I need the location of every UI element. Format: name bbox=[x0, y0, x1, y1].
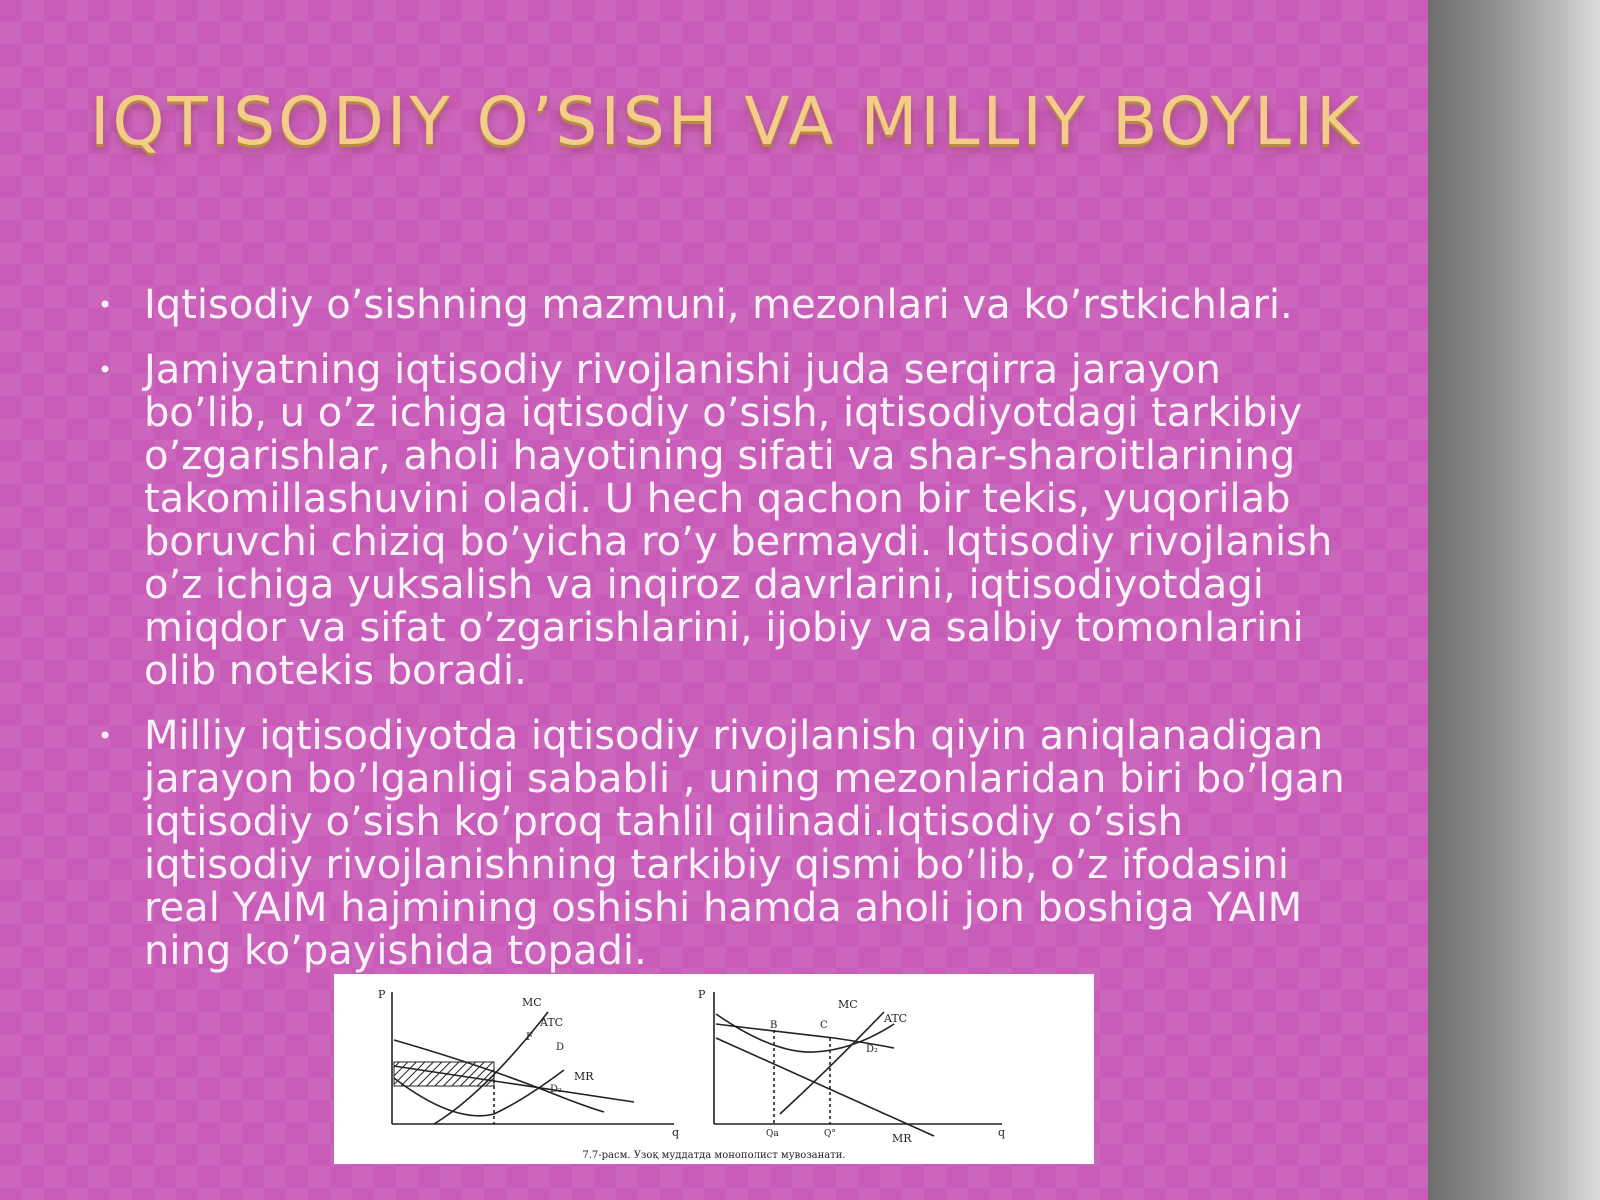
right-mr-curve bbox=[716, 1038, 934, 1136]
bullet-text: Iqtisodiy o’sishning mazmuni, mezonlari va ko’rstkichlari. bbox=[144, 282, 1293, 328]
right-b-label: B bbox=[770, 1020, 778, 1031]
figure-caption: 7.7-расм. Узоқ муддатда монополист мувозанати. bbox=[582, 1150, 846, 1161]
bullet-text: Jamiyatning iqtisodiy rivojlanishi juda serqirra jarayon bo’lib, u o’z ichiga iqtisodiy o’sish, iqtisodiyotdagi tarkibiy o’zgarishlar, aholi hayotining sifati va shar-sharoitlarining takomillashuvini oladi. U hech qachon bir tekis, yuqorilab boruvchi chiziq bo’yicha ro’y bermaydi. Iqtisodiy rivojlanish o’z ichiga yuksalish va inqiroz davrlarini, iqtisodiyotdagi miqdor va sifat o’zgarishlarini, ijobiy va salbiy tomonlarini olib notekis boradi. bbox=[144, 347, 1333, 694]
right-q0-label: Q° bbox=[824, 1129, 836, 1139]
right-d2-label: D₂ bbox=[866, 1044, 879, 1055]
bullet-item bbox=[90, 715, 1350, 973]
right-y-axis-label: P bbox=[698, 988, 706, 1001]
right-graph bbox=[698, 988, 1005, 1145]
right-mr-label: MR bbox=[892, 1132, 912, 1145]
figure-graphs bbox=[334, 974, 1094, 1164]
right-mc-label: MC bbox=[838, 998, 858, 1011]
monopoly-equilibrium-figure bbox=[334, 974, 1094, 1164]
bullet-text: Milliy iqtisodiyotda iqtisodiy rivojlanish qiyin aniqlanadigan jarayon bo’lganligi sababli , uning mezonlaridan biri bo’lgan iqtisodiy o’sish ko’proq tahlil qilinadi.Iqtisodiy o’sish iqtisodiy rivojlanishning tarkibiy qismi bo’lib, o’z ifodasini real YAIM hajmining oshishi hamda aholi jon boshiga YAIM ning ko’payishida topadi. bbox=[144, 713, 1345, 974]
right-mc-curve bbox=[780, 1012, 884, 1114]
bullet-item bbox=[90, 349, 1350, 693]
slide-title: IQTISODIY O’SISH VA MILLIY BOYLIK bbox=[90, 83, 1363, 160]
left-f-label: F bbox=[526, 1032, 533, 1043]
left-graph bbox=[378, 988, 679, 1139]
bullet-item bbox=[90, 284, 1350, 327]
left-x-axis-label: q bbox=[672, 1126, 680, 1139]
bullet-list bbox=[90, 284, 1350, 995]
right-qa-label: Qa bbox=[766, 1129, 779, 1139]
right-atc-label: ATC bbox=[884, 1012, 908, 1025]
left-d-label: D bbox=[556, 1042, 565, 1053]
left-d2-label: D₂ bbox=[550, 1084, 563, 1095]
left-mr-label: MR bbox=[574, 1070, 594, 1083]
bullet-dot-icon: • bbox=[98, 291, 113, 319]
side-gradient-strip bbox=[1428, 0, 1600, 1200]
right-c-label: C bbox=[820, 1020, 828, 1031]
left-mc-label: MC bbox=[522, 996, 542, 1009]
bullet-dot-icon: • bbox=[98, 356, 113, 384]
right-x-axis-label: q bbox=[998, 1126, 1006, 1139]
left-y-axis-label: P bbox=[378, 988, 386, 1001]
bullet-dot-icon: • bbox=[98, 722, 113, 750]
left-atc-label: ATC bbox=[540, 1016, 564, 1029]
